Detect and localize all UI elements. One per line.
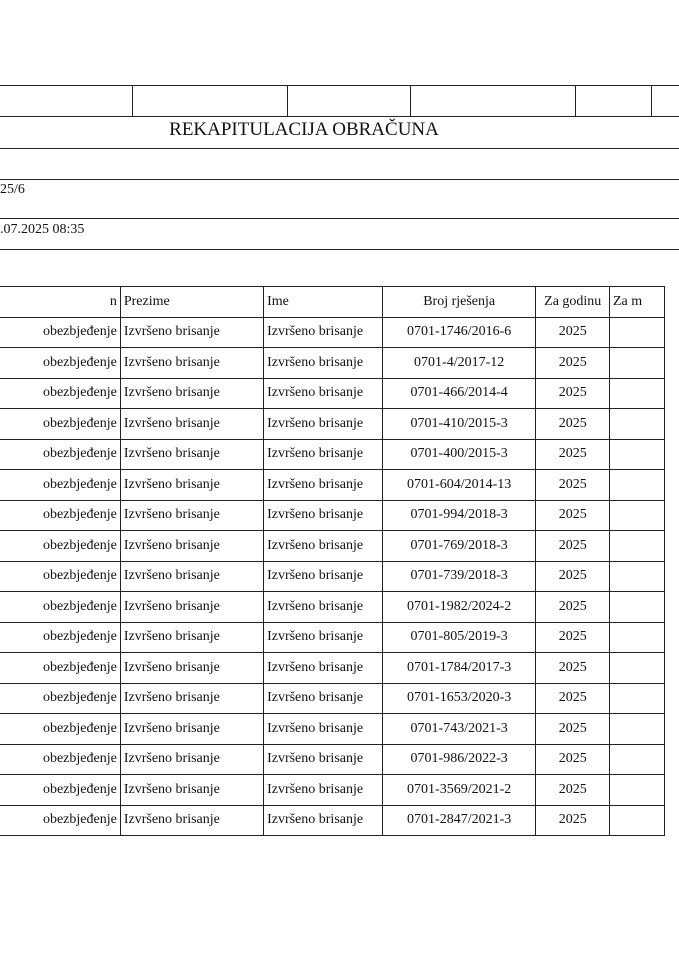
table-row [0,439,665,470]
table-row [0,531,665,562]
rule [0,218,679,219]
table-row [0,500,665,531]
column-header: Broj rješenja [382,287,536,318]
table-cell: Izvršeno brisanje [264,622,383,653]
rule [287,85,288,116]
table-row [0,653,665,684]
table-cell: 0701-769/2018-3 [382,531,536,562]
table-cell: 2025 [536,470,610,501]
table-cell: Izvršeno brisanje [264,592,383,623]
table-cell: obezbjeđenje [0,805,120,836]
table-cell [609,348,664,379]
table-cell: 0701-743/2021-3 [382,714,536,745]
table-cell [609,439,664,470]
table-cell: Izvršeno brisanje [120,561,263,592]
table-cell: 0701-1746/2016-6 [382,317,536,348]
table-cell: Izvršeno brisanje [120,653,263,684]
table-cell: Izvršeno brisanje [264,317,383,348]
table-cell [609,470,664,501]
table-row [0,805,665,836]
rule [575,85,576,116]
table-cell [609,409,664,440]
table-cell: Izvršeno brisanje [120,378,263,409]
table-row [0,683,665,714]
table-cell: Izvršeno brisanje [120,622,263,653]
table-row [0,775,665,806]
table-cell: obezbjeđenje [0,622,120,653]
table-cell: 2025 [536,622,610,653]
table-cell [609,561,664,592]
table-cell: 0701-1982/2024-2 [382,592,536,623]
table-row [0,470,665,501]
table-cell: Izvršeno brisanje [120,409,263,440]
table-cell: Izvršeno brisanje [264,409,383,440]
table-cell: Izvršeno brisanje [264,500,383,531]
column-header: n [0,287,120,318]
table-row [0,348,665,379]
table-cell: 2025 [536,653,610,684]
table-cell: 2025 [536,775,610,806]
table-cell: Izvršeno brisanje [264,714,383,745]
table-cell [609,531,664,562]
table-cell [609,592,664,623]
table-cell: obezbjeđenje [0,561,120,592]
rule [0,249,679,250]
table-cell: obezbjeđenje [0,348,120,379]
table-cell [609,622,664,653]
table-cell: Izvršeno brisanje [264,531,383,562]
table-cell [609,744,664,775]
table-cell: 0701-466/2014-4 [382,378,536,409]
column-header: Ime [264,287,383,318]
rule [0,116,679,117]
table-cell: 2025 [536,348,610,379]
table-row [0,409,665,440]
table-cell: Izvršeno brisanje [120,500,263,531]
table-cell: 0701-604/2014-13 [382,470,536,501]
table-cell: obezbjeđenje [0,653,120,684]
table-cell: Izvršeno brisanje [120,592,263,623]
table-cell: Izvršeno brisanje [120,439,263,470]
table-cell: Izvršeno brisanje [120,470,263,501]
table-cell: obezbjeđenje [0,775,120,806]
report-title: REKAPITULACIJA OBRAČUNA [169,119,439,140]
table-cell [609,378,664,409]
table-cell: 0701-4/2017-12 [382,348,536,379]
column-header: Prezime [120,287,263,318]
table-row [0,714,665,745]
table-cell: obezbjeđenje [0,439,120,470]
table-row [0,622,665,653]
table-cell: 2025 [536,409,610,440]
rule [0,85,679,86]
table-cell: 0701-3569/2021-2 [382,775,536,806]
report-number: 25/6 [0,182,25,197]
table-cell: 2025 [536,683,610,714]
table-row [0,744,665,775]
table-cell: Izvršeno brisanje [264,805,383,836]
table-cell [609,714,664,745]
table-cell: Izvršeno brisanje [264,744,383,775]
table-cell: 2025 [536,561,610,592]
table-cell: Izvršeno brisanje [120,683,263,714]
table-cell: 2025 [536,744,610,775]
table-cell: 0701-994/2018-3 [382,500,536,531]
table-cell: Izvršeno brisanje [120,317,263,348]
table-cell: Izvršeno brisanje [264,378,383,409]
table-cell: obezbjeđenje [0,317,120,348]
column-header: Za godinu [536,287,610,318]
table-cell: Izvršeno brisanje [120,744,263,775]
table-cell [609,653,664,684]
rule [410,85,411,116]
table-cell: 2025 [536,592,610,623]
table-cell [609,683,664,714]
rule [651,85,652,116]
table-row [0,378,665,409]
table-header-row [0,287,665,318]
table-cell: Izvršeno brisanje [264,775,383,806]
table-cell: Izvršeno brisanje [264,470,383,501]
table-cell: obezbjeđenje [0,714,120,745]
table-cell: 0701-2847/2021-3 [382,805,536,836]
table-cell [609,317,664,348]
table-cell: Izvršeno brisanje [120,775,263,806]
table-cell: Izvršeno brisanje [120,348,263,379]
table-cell: obezbjeđenje [0,409,120,440]
table-row [0,592,665,623]
table-cell [609,805,664,836]
table-cell: 2025 [536,500,610,531]
table-cell: Izvršeno brisanje [264,561,383,592]
table-cell: obezbjeđenje [0,378,120,409]
table-cell: Izvršeno brisanje [264,348,383,379]
table-cell [609,775,664,806]
table-cell: Izvršeno brisanje [264,653,383,684]
table-cell: obezbjeđenje [0,531,120,562]
table-cell: obezbjeđenje [0,500,120,531]
table-cell: 0701-1653/2020-3 [382,683,536,714]
table-cell: 2025 [536,439,610,470]
table-cell: 2025 [536,378,610,409]
table-cell: 2025 [536,805,610,836]
table-cell: 0701-1784/2017-3 [382,653,536,684]
table-cell: 2025 [536,714,610,745]
table-cell: obezbjeđenje [0,683,120,714]
table-cell: Izvršeno brisanje [120,714,263,745]
table-cell: obezbjeđenje [0,744,120,775]
table-cell: 0701-410/2015-3 [382,409,536,440]
table-row [0,561,665,592]
table-cell: Izvršeno brisanje [264,439,383,470]
table-cell: Izvršeno brisanje [264,683,383,714]
rule [132,85,133,116]
rule [0,179,679,180]
table-cell: obezbjeđenje [0,592,120,623]
table-cell: 0701-400/2015-3 [382,439,536,470]
table-cell [609,500,664,531]
records-table [0,286,665,836]
table-cell: 0701-739/2018-3 [382,561,536,592]
table-cell: 2025 [536,531,610,562]
table-cell: Izvršeno brisanje [120,531,263,562]
table-cell: 0701-986/2022-3 [382,744,536,775]
table-cell: 2025 [536,317,610,348]
table-cell: Izvršeno brisanje [120,805,263,836]
table-cell: 0701-805/2019-3 [382,622,536,653]
table-row [0,317,665,348]
rule [0,148,679,149]
report-datetime: .07.2025 08:35 [0,222,85,237]
table-cell: obezbjeđenje [0,470,120,501]
column-header: Za m [609,287,664,318]
